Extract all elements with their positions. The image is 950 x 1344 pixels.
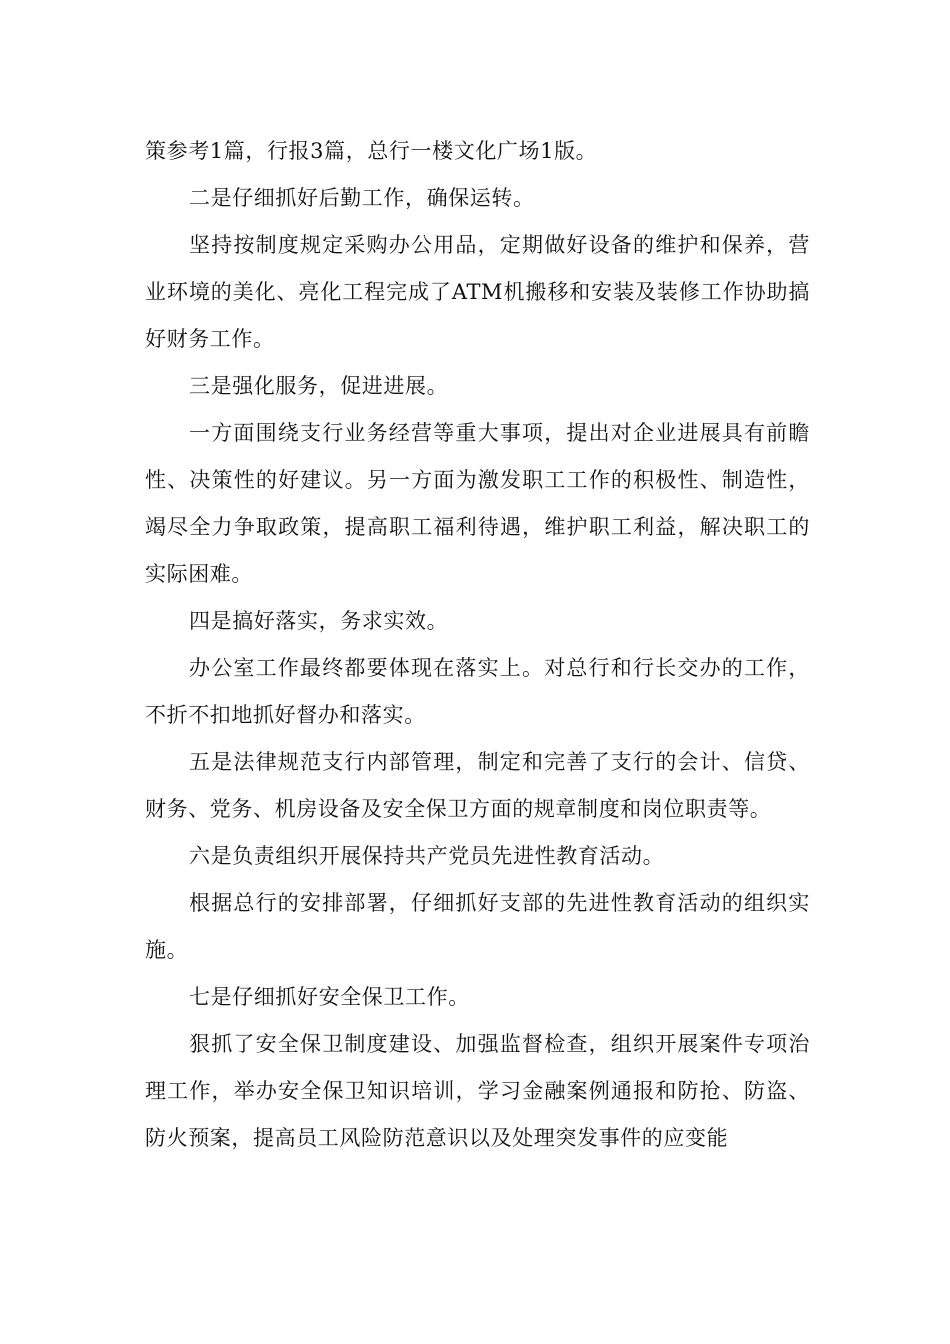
document-body	[145, 128, 810, 1162]
paragraph-6: 四是搞好落实，务求实效。	[189, 609, 449, 633]
paragraph-1: 策参考1篇，行报3篇，总行一楼文化广场1版。	[145, 139, 598, 163]
paragraph-11: 七是仔细抓好安全保卫工作。	[189, 985, 470, 1009]
paragraph-7: 办公室工作最终都要体现在落实上。对总行和行长交办的工作，不折不扣地抓好督办和落实。	[145, 656, 810, 727]
paragraph-4: 三是强化服务，促进进展。	[189, 374, 449, 398]
paragraph-5: 一方面围绕支行业务经营等重大事项，提出对企业进展具有前瞻性、决策性的好建议。另一方面为激发职工工作的积极性、制造性，竭尽全力争取政策，提高职工福利待遇，维护职工利益，解决职工的实际困难。	[145, 421, 810, 586]
paragraph-9: 六是负责组织开展保持共产党员先进性教育活动。	[189, 844, 665, 868]
paragraph-8: 五是法律规范支行内部管理，制定和完善了支行的会计、信贷、财务、党务、机房设备及安全保卫方面的规章制度和岗位职责等。	[145, 750, 810, 821]
paragraph-12: 狠抓了安全保卫制度建设、加强监督检查，组织开展案件专项治理工作，举办安全保卫知识培训，学习金融案例通报和防抢、防盗、防火预案，提高员工风险防范意识以及处理突发事件的应变能	[145, 1032, 810, 1150]
paragraph-2: 二是仔细抓好后勤工作，确保运转。	[189, 186, 535, 210]
paragraph-3: 坚持按制度规定采购办公用品，定期做好设备的维护和保养，营业环境的美化、亮化工程完成了ATM机搬移和安装及装修工作协助搞好财务工作。	[145, 233, 810, 351]
paragraph-10: 根据总行的安排部署，仔细抓好支部的先进性教育活动的组织实施。	[145, 891, 810, 962]
